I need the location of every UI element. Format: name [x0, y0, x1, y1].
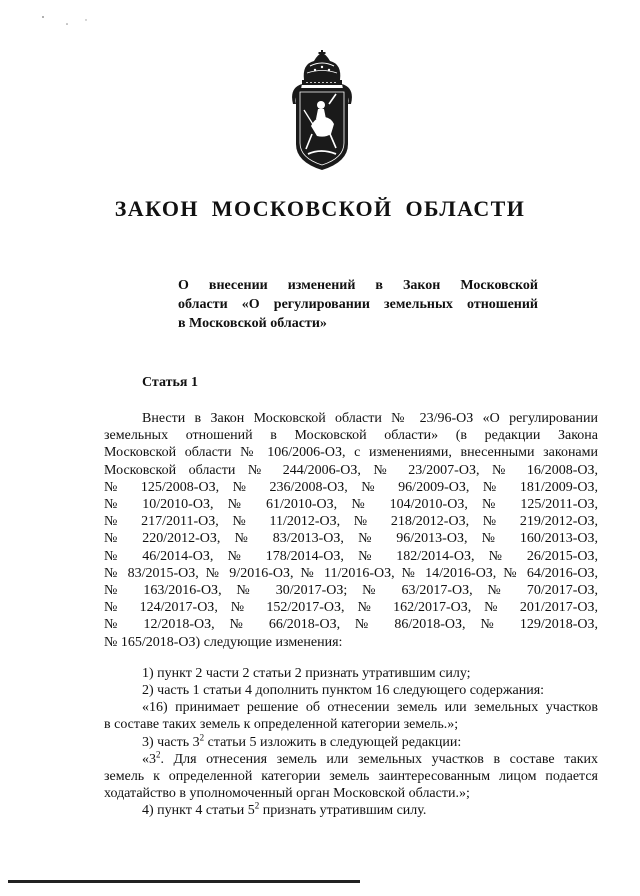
item-3-quote-line: «$3^2$. Для отнесения земель или земельных участков в составе таких: [142, 749, 598, 767]
item-2-quote-line: «16) принимает решение об отнесении земель или земельных участков: [142, 700, 598, 716]
article-heading: Статья 1: [142, 375, 198, 390]
body-line: № 10/2010-ОЗ, № 61/2010-ОЗ, № 104/2010-ОЗ, № 125/2011-ОЗ,: [104, 497, 598, 513]
change-item-4: 4) пункт 4 статьи $5^2$ признать утратившим силу.: [142, 800, 427, 819]
subtitle-line: области «О регулировании земельных отношений: [178, 297, 538, 312]
coat-of-arms-icon: [290, 50, 354, 172]
change-item-1: 1) пункт 2 части 2 статьи 2 признать утратившим силу;: [142, 665, 471, 681]
body-line: Внести в Закон Московской области № 23/96-ОЗ «О регулировании: [142, 411, 598, 426]
body-line: № 220/2012-ОЗ, № 83/2013-ОЗ, № 96/2013-ОЗ, № 160/2013-ОЗ,: [104, 531, 598, 547]
body-line: № 217/2011-ОЗ, № 11/2012-ОЗ, № 218/2012-ОЗ, № 219/2012-ОЗ,: [104, 514, 598, 530]
body-line: земельных отношений в Московской области» (в редакции Закона: [104, 428, 598, 444]
item-2-quote-line: в составе таких земель к определенной категории земель.»;: [104, 717, 459, 733]
article-body: [104, 410, 598, 820]
body-line: Московской области № 244/2006-ОЗ, № 23/2007-ОЗ, № 16/2008-ОЗ,: [104, 462, 598, 478]
body-line: № 165/2018-ОЗ) следующие изменения:: [104, 634, 343, 650]
item-3-quote-line: ходатайство в уполномоченный орган Московской области.»;: [104, 786, 470, 802]
body-line: № 12/2018-ОЗ, № 66/2018-ОЗ, № 86/2018-ОЗ, № 129/2018-ОЗ,: [104, 617, 598, 633]
document-title: ЗАКОН МОСКОВСКОЙ ОБЛАСТИ: [114, 196, 526, 221]
shield-icon: [296, 88, 348, 170]
footer-rule: [8, 880, 360, 883]
subtitle-line: в Московской области»: [178, 316, 327, 331]
body-line: № 46/2014-ОЗ, № 178/2014-ОЗ, № 182/2014-ОЗ, № 26/2015-ОЗ,: [104, 548, 598, 564]
subtitle-line: О внесении изменений в Закон Московской: [178, 278, 538, 293]
body-line: № 124/2017-ОЗ, № 152/2017-ОЗ, № 162/2017-ОЗ, № 201/2017-ОЗ,: [104, 600, 598, 616]
document-subtitle: [178, 276, 538, 333]
body-line: № 125/2008-ОЗ, № 236/2008-ОЗ, № 96/2009-ОЗ, № 181/2009-ОЗ,: [104, 479, 598, 495]
body-line: № 163/2016-ОЗ, № 30/2017-ОЗ; № 63/2017-ОЗ, № 70/2017-ОЗ,: [104, 583, 598, 599]
change-item-3: 3) часть $3^2$ статьи 5 изложить в следующей редакции:: [142, 732, 462, 750]
change-item-2: 2) часть 1 статьи 4 дополнить пунктом 16 следующего содержания:: [142, 683, 545, 699]
scan-specks: [40, 14, 100, 28]
body-line: Московской области № 106/2006-ОЗ, с изменениями, внесенными законами: [104, 445, 598, 461]
item-3-quote-line: земель к определенной категории земель заинтересованным лицом подается: [104, 769, 598, 785]
body-line: № 83/2015-ОЗ, № 9/2016-ОЗ, № 11/2016-ОЗ, № 14/2016-ОЗ, № 64/2016-ОЗ,: [104, 565, 598, 581]
crown-icon: [302, 50, 342, 85]
